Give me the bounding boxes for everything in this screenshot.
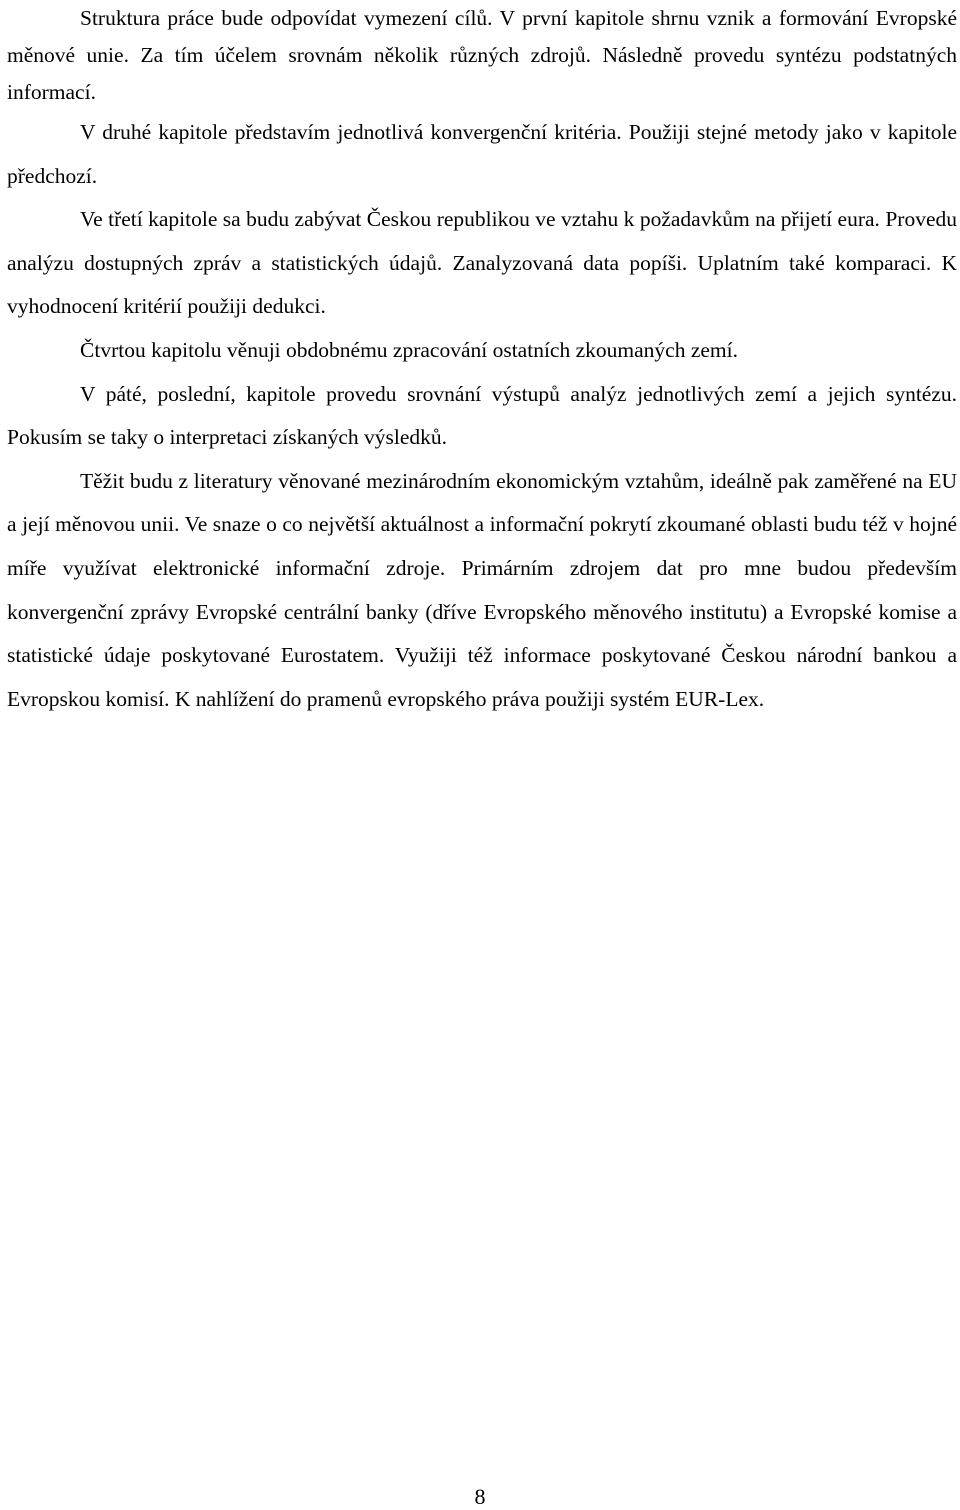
paragraph-sources: Těžit budu z literatury věnované mezinárodním ekonomickým vztahům, ideálně pak zaměřené na EU a její měnovou unii. Ve snaze o co největší aktuálnost a informační pokrytí zkoumané oblasti budu též v hojné míře využívat elektronické informační zdroje. Primárním zdrojem dat pro mne budou především konvergenční zprávy Evropské centrální banky (dříve Evropského měnového institutu) a Evropské komise a statistické údaje poskytované Eurostatem. Využiji též informace poskytované Českou národní bankou a Evropskou komisí. K nahlížení do pramenů evropského práva použiji systém EUR-Lex. bbox=[7, 468, 957, 711]
paragraph-chapter-five: V páté, poslední, kapitole provedu srovnání výstupů analýz jednotlivých zemí a jejich syntézu. Pokusím se taky o interpretaci získaných výsledků. bbox=[7, 381, 957, 450]
paragraph-structure: Struktura práce bude odpovídat vymezení cílů. V první kapitole shrnu vznik a formování Evropské měnové unie. Za tím účelem srovnám několik různých zdrojů. Následně provedu syntézu podstatných informací. bbox=[7, 6, 957, 104]
document-body bbox=[7, 0, 957, 721]
page-number: 8 bbox=[474, 1484, 486, 1509]
paragraph-chapter-two: V druhé kapitole představím jednotlivá konvergenční kritéria. Použiji stejné metody jako v kapitole předchozí. bbox=[7, 120, 957, 188]
paragraph-chapter-four: Čtvrtou kapitolu věnuji obdobnému zpracování ostatních zkoumaných zemí. bbox=[80, 337, 738, 362]
paragraph-chapter-three: Ve třetí kapitole sa budu zabývat Českou republikou ve vztahu k požadavkům na přijetí eura. Provedu analýzu dostupných zpráv a statistických údajů. Zanalyzovaná data popíši. Uplatním také komparaci. K vyhodnocení kritérií použiji dedukci. bbox=[7, 207, 957, 319]
